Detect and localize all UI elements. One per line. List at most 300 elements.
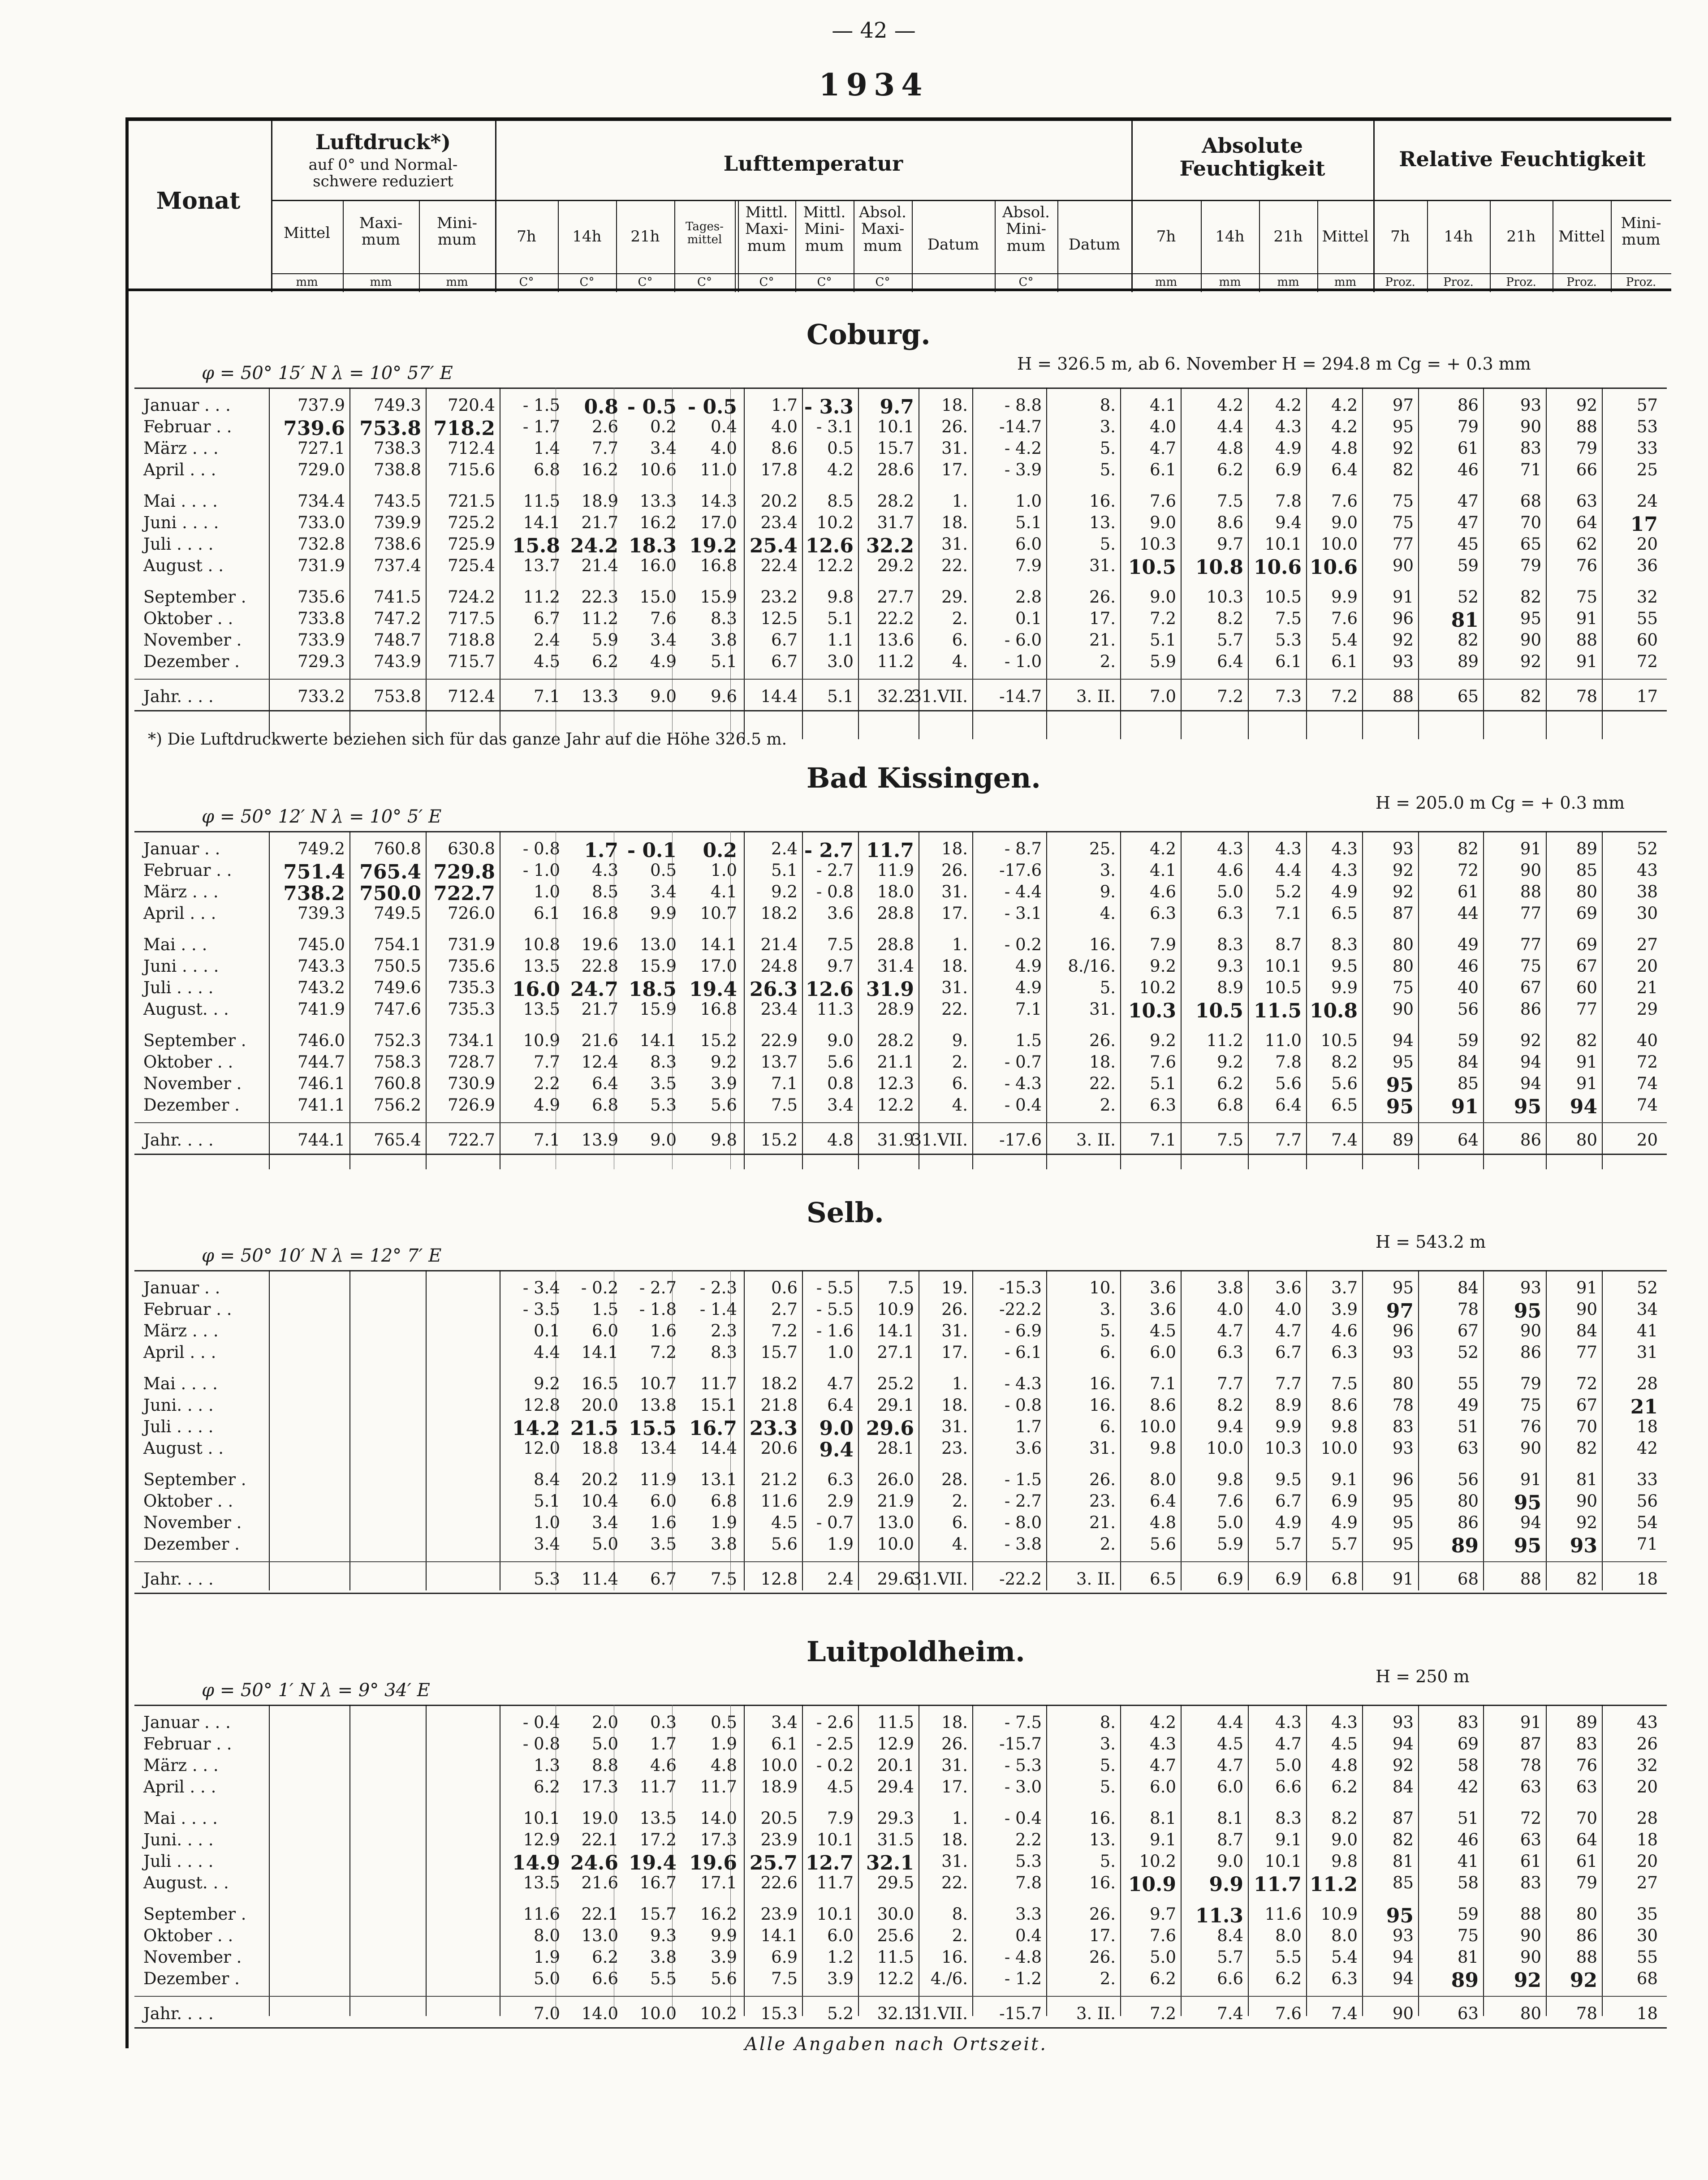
table-cell: 16. [1089, 1809, 1116, 1828]
table-cell: 743.9 [374, 652, 421, 671]
month-label: November . [143, 1947, 242, 1967]
table-cell: 9.0 [1331, 513, 1358, 532]
table-cell: 6.5 [1331, 904, 1358, 923]
table-cell: 718.2 [433, 417, 495, 440]
table-cell: 16.2 [700, 1904, 737, 1924]
table-cell: 4.0 [771, 417, 798, 436]
header-unit: C° [817, 276, 832, 289]
table-cell: - 0.7 [1004, 1052, 1042, 1072]
table-cell: 91 [1576, 652, 1597, 671]
month-label: August . . [143, 556, 224, 575]
table-cell: 7.1 [771, 1074, 798, 1093]
table-cell: 12.7 [805, 1852, 854, 1874]
table-cell: 27.1 [877, 1343, 914, 1362]
table-cell: 30.0 [877, 1904, 914, 1924]
table-cell: 26. [941, 1734, 968, 1753]
table-cell: 88 [1520, 1569, 1541, 1589]
table-cell: 23.3 [749, 1417, 798, 1440]
table-cell: 31. [941, 882, 968, 901]
table-cell: 8.9 [1217, 978, 1243, 997]
table-cell: 9.5 [1331, 956, 1358, 976]
table-cell: 4. [952, 1534, 968, 1554]
month-label: Mai . . . . [143, 1809, 218, 1828]
table-cell: 19.0 [581, 1809, 618, 1828]
table-cell: 7.1 [534, 687, 560, 706]
table-cell: 10.7 [700, 904, 737, 923]
table-cell: 25.7 [749, 1852, 798, 1874]
table-cell: - 1.6 [816, 1321, 854, 1340]
table-cell: 4.8 [1331, 439, 1358, 458]
table-cell: 18.9 [760, 1777, 798, 1797]
table-cell: 14.3 [700, 491, 737, 511]
table-cell: 19.6 [581, 935, 618, 954]
page-number: — 42 — [832, 18, 916, 43]
table-cell: 91 [1520, 1470, 1541, 1489]
table-cell: 7.4 [1217, 2004, 1243, 2023]
table-cell: 5.1 [1015, 513, 1042, 532]
table-cell: 5.1 [827, 687, 854, 706]
year-rule [134, 1122, 1667, 1123]
table-cell: 31. [941, 534, 968, 554]
table-cell: 4.9 [534, 1095, 560, 1115]
table-cell: 3. II. [1076, 1130, 1116, 1150]
month-label: Mai . . . . [143, 491, 218, 511]
column-rule [269, 831, 270, 1169]
table-cell: 17.3 [581, 1777, 618, 1797]
table-cell: 30 [1636, 1926, 1658, 1945]
table-cell: - 8.0 [1004, 1513, 1042, 1532]
table-cell: 29.4 [877, 1777, 914, 1797]
table-cell: 84 [1576, 1321, 1597, 1340]
header-unit: Proz. [1626, 276, 1656, 289]
table-cell: 86 [1520, 1000, 1541, 1019]
table-cell: 32 [1636, 587, 1658, 607]
table-cell: 8.5 [592, 882, 618, 901]
table-cell: 79 [1457, 417, 1479, 436]
table-cell: 28.8 [877, 904, 914, 923]
table-cell: 29.6 [866, 1417, 914, 1440]
station-elevation: H = 326.5 m, ab 6. November H = 294.8 m Cg = + 0.3 mm [1017, 354, 1531, 374]
table-cell: 21 [1630, 1396, 1658, 1418]
table-cell: 13.5 [523, 1873, 560, 1892]
table-cell: 9.0 [650, 687, 677, 706]
table-cell: 6.2 [1275, 1969, 1302, 1988]
table-cell: 8.7 [1275, 935, 1302, 954]
table-cell: 4.6 [1217, 861, 1243, 880]
table-cell: 76 [1576, 1756, 1597, 1775]
table-cell: 13.7 [523, 556, 560, 575]
table-cell: 31.9 [877, 1130, 914, 1150]
table-cell: -22.2 [999, 1300, 1042, 1319]
table-cell: 753.8 [359, 417, 421, 440]
table-cell: 739.9 [374, 513, 421, 532]
table-cell: 80 [1520, 2004, 1541, 2023]
table-cell: 6.1 [1150, 460, 1176, 479]
table-cell: 31.VII. [911, 2004, 968, 2023]
table-cell: 79 [1520, 1374, 1541, 1393]
table-cell: 18 [1636, 2004, 1658, 2023]
table-cell: - 2.7 [816, 861, 854, 880]
header-unit: mm [1334, 276, 1357, 289]
table-cell: 9.9 [650, 904, 677, 923]
table-cell: 726.9 [448, 1095, 495, 1115]
table-cell: 2. [1100, 1969, 1116, 1988]
table-cell: 17 [1630, 513, 1658, 536]
table-cell: 3.6 [827, 904, 854, 923]
table-cell: 10.2 [1139, 1852, 1176, 1871]
header-col: Tages- mittel [686, 220, 724, 246]
table-cell: 18 [1636, 1830, 1658, 1849]
table-cell: 733.8 [298, 609, 345, 628]
table-cell: 7.5 [827, 935, 854, 954]
table-cell: 8.2 [1331, 1809, 1358, 1828]
table-cell: 3.8 [711, 630, 737, 650]
table-cell: 5.0 [1150, 1947, 1176, 1967]
table-cell: 749.3 [374, 396, 421, 415]
table-cell: 80 [1576, 882, 1597, 901]
table-cell: 4.8 [827, 1130, 854, 1150]
table-cell: 3. II. [1076, 1569, 1116, 1589]
table-cell: 5.6 [1331, 1074, 1358, 1093]
table-cell: 26. [1089, 1947, 1116, 1967]
table-cell: 33 [1636, 439, 1658, 458]
section-bottom-rule [134, 2027, 1667, 2029]
table-cell: 10.3 [1206, 587, 1243, 607]
table-cell: 9.7 [827, 956, 854, 976]
month-label: April . . . [143, 1777, 216, 1797]
table-cell: 8.3 [650, 1052, 677, 1072]
table-cell: 26. [1089, 1904, 1116, 1924]
table-cell: 19.6 [689, 1852, 737, 1874]
table-cell: 0.4 [1015, 1926, 1042, 1945]
table-cell: 16.7 [639, 1873, 677, 1892]
table-cell: 94 [1570, 1095, 1597, 1118]
table-cell: 4.7 [1150, 439, 1176, 458]
table-cell: 92 [1576, 396, 1597, 415]
table-cell: 7.7 [1275, 1374, 1302, 1393]
table-cell: 21.7 [581, 1000, 618, 1019]
table-cell: 74 [1636, 1095, 1658, 1115]
table-cell: 27 [1636, 935, 1658, 954]
table-cell: 16.8 [700, 1000, 737, 1019]
month-label: März . . . [143, 439, 219, 458]
table-cell: 16. [1089, 491, 1116, 511]
month-label: Jahr. . . . [143, 687, 214, 706]
table-cell: 19.4 [628, 1852, 677, 1874]
table-cell: 4.5 [771, 1513, 798, 1532]
table-cell: 4.2 [827, 460, 854, 479]
table-cell: 10.5 [1195, 1000, 1243, 1022]
table-cell: 79 [1576, 1873, 1597, 1892]
station-elevation: H = 543.2 m [1376, 1232, 1486, 1252]
table-cell: 23.2 [760, 587, 798, 607]
header-luftdruck: Luftdruck*) [315, 130, 451, 154]
table-cell: 91 [1520, 1713, 1541, 1732]
table-cell: 31.VII. [911, 687, 968, 706]
table-cell: 62 [1576, 534, 1597, 554]
table-cell: 4./6. [930, 1969, 968, 1988]
table-cell: - 7.5 [1004, 1713, 1042, 1732]
table-cell: 13.3 [639, 491, 677, 511]
table-cell: 23.4 [760, 513, 798, 532]
station-coordinates: φ = 50° 10′ N λ = 12° 7′ E [202, 1245, 442, 1266]
month-label: Juli . . . . [143, 534, 214, 554]
table-cell: 74 [1636, 1074, 1658, 1093]
table-cell: 751.4 [283, 861, 345, 883]
table-cell: 7.1 [1275, 904, 1302, 923]
table-cell: 71 [1520, 460, 1541, 479]
table-cell: 2.4 [827, 1569, 854, 1589]
table-cell: 26. [941, 417, 968, 436]
header-col: 14h [1444, 228, 1473, 246]
table-cell: 715.6 [448, 460, 495, 479]
table-cell: 88 [1392, 687, 1414, 706]
table-cell: 4.9 [1275, 439, 1302, 458]
table-cell: 9.8 [1217, 1470, 1243, 1489]
table-cell: 1.9 [711, 1513, 737, 1532]
table-cell: 22.1 [581, 1830, 618, 1849]
table-cell: 727.1 [298, 439, 345, 458]
table-cell: 1.4 [534, 439, 560, 458]
table-cell: 31.VII. [911, 1130, 968, 1150]
table-cell: 6.2 [1217, 1074, 1243, 1093]
table-cell: 26. [941, 1300, 968, 1319]
table-cell: 21.4 [581, 556, 618, 575]
table-cell: - 0.7 [816, 1513, 854, 1532]
table-cell: 11.5 [1253, 1000, 1302, 1022]
table-cell: 36 [1636, 556, 1658, 575]
table-cell: 88 [1576, 630, 1597, 650]
table-cell: 5. [1100, 1852, 1116, 1871]
table-cell: 743.5 [374, 491, 421, 511]
table-cell: 5. [1100, 460, 1116, 479]
table-cell: 17. [941, 1777, 968, 1797]
table-cell: 75 [1392, 513, 1414, 532]
table-cell: 749.2 [298, 839, 345, 858]
table-cell: 4.9 [650, 652, 677, 671]
table-cell: 4.7 [1275, 1734, 1302, 1753]
table-cell: 22.3 [581, 587, 618, 607]
month-label: Juni. . . . [143, 1396, 214, 1415]
table-cell: 64 [1457, 1130, 1479, 1150]
table-cell: 4.3 [592, 861, 618, 880]
table-cell: 85 [1576, 861, 1597, 880]
table-cell: 22. [941, 556, 968, 575]
header-unit: mm [296, 276, 318, 289]
table-cell: 95 [1392, 417, 1414, 436]
table-cell: 22. [941, 1000, 968, 1019]
table-cell: 2. [952, 1926, 968, 1945]
table-cell: 735.3 [448, 1000, 495, 1019]
table-cell: 91 [1576, 609, 1597, 628]
table-cell: 16.2 [639, 513, 677, 532]
table-cell: 96 [1392, 609, 1414, 628]
table-cell: 741.9 [298, 1000, 345, 1019]
table-cell: 5.0 [592, 1734, 618, 1753]
table-cell: 7.8 [1275, 1052, 1302, 1072]
table-cell: 91 [1576, 1052, 1597, 1072]
table-cell: 16.2 [581, 460, 618, 479]
table-cell: 737.9 [298, 396, 345, 415]
column-rule [1046, 831, 1047, 1169]
table-cell: - 3.1 [816, 417, 854, 436]
section-bottom-rule [134, 710, 1667, 711]
table-cell: 5. [1100, 1777, 1116, 1797]
table-cell: 11.9 [639, 1470, 677, 1489]
table-cell: 31.4 [877, 956, 914, 976]
station-coordinates: φ = 50° 1′ N λ = 9° 34′ E [202, 1680, 430, 1701]
column-rule [269, 388, 270, 739]
month-label: Januar . . . [143, 1713, 231, 1732]
table-cell: 1. [952, 1374, 968, 1393]
table-cell: 3.7 [1331, 1278, 1358, 1297]
table-cell: 10.3 [1264, 1439, 1302, 1458]
table-cell: 750.5 [374, 956, 421, 976]
table-cell: 78 [1392, 1396, 1414, 1415]
table-cell: 65 [1520, 534, 1541, 554]
table-cell: 11.3 [1195, 1904, 1243, 1927]
table-cell: 11.2 [1309, 1873, 1358, 1896]
table-cell: 6.9 [1275, 460, 1302, 479]
table-cell: 7.6 [1150, 1052, 1176, 1072]
table-cell: 20 [1636, 1130, 1658, 1150]
table-cell: -22.2 [999, 1569, 1042, 1589]
table-cell: 9.8 [1331, 1852, 1358, 1871]
table-cell: 1.9 [534, 1947, 560, 1967]
table-cell: 12.9 [877, 1734, 914, 1753]
year-rule [134, 679, 1667, 680]
table-cell: 29.3 [877, 1809, 914, 1828]
table-cell: 11.2 [523, 587, 560, 607]
table-cell: 10.1 [877, 417, 914, 436]
table-cell: 7.5 [1217, 491, 1243, 511]
header-col: Mittel [1322, 228, 1369, 246]
table-cell: 67 [1576, 956, 1597, 976]
table-cell: 4.9 [1015, 956, 1042, 976]
table-cell: 9.8 [1150, 1439, 1176, 1458]
table-cell: 1.7 [584, 839, 618, 862]
month-label: Februar . . [143, 861, 232, 880]
table-cell: 45 [1457, 534, 1479, 554]
table-cell: 77 [1520, 935, 1541, 954]
table-cell: 89 [1451, 1534, 1479, 1557]
table-cell: 77 [1576, 1000, 1597, 1019]
table-cell: 8.0 [1275, 1926, 1302, 1945]
table-cell: 729.8 [433, 861, 495, 883]
table-cell: 758.3 [374, 1052, 421, 1072]
header-col: Mittl. Mini- mum [803, 203, 846, 255]
table-cell: 87 [1520, 1734, 1541, 1753]
table-cell: 10.5 [1128, 556, 1176, 579]
table-cell: 93 [1392, 652, 1414, 671]
column-rule [972, 831, 973, 1169]
table-cell: 46 [1457, 460, 1479, 479]
table-cell: - 8.8 [1004, 396, 1042, 415]
table-cell: 1.0 [534, 1513, 560, 1532]
table-cell: 80 [1576, 1904, 1597, 1924]
table-cell: 2. [1100, 652, 1116, 671]
year-rule [134, 1561, 1667, 1562]
table-cell: 6. [952, 630, 968, 650]
header-col: Mini- mum [437, 214, 477, 249]
table-cell: 9.2 [771, 882, 798, 901]
header-col: Mittl. Maxi- mum [745, 203, 789, 255]
month-label: Juni . . . . [143, 513, 219, 532]
table-cell: 42 [1636, 1439, 1658, 1458]
table-cell: 8.3 [1331, 935, 1358, 954]
table-cell: 6.8 [711, 1491, 737, 1511]
header-unit: Proz. [1506, 276, 1536, 289]
table-cell: 7.1 [534, 1130, 560, 1150]
table-cell: 7.1 [1150, 1374, 1176, 1393]
table-cell: 5.6 [1275, 1074, 1302, 1093]
station-section [134, 1631, 1667, 2025]
table-cell: 97 [1392, 396, 1414, 415]
table-cell: 3.4 [592, 1513, 618, 1532]
table-cell: 733.2 [298, 687, 345, 706]
header-unit: mm [446, 276, 468, 289]
table-cell: 67 [1576, 1396, 1597, 1415]
table-cell: 9.2 [534, 1374, 560, 1393]
table-cell: 91 [1392, 587, 1414, 607]
table-cell: 6.7 [534, 609, 560, 628]
month-label: Januar . . [143, 839, 220, 858]
table-cell: 23. [1089, 1491, 1116, 1511]
table-cell: 90 [1576, 1491, 1597, 1511]
table-cell: 31.5 [877, 1830, 914, 1849]
table-cell: 22. [1089, 1074, 1116, 1093]
table-cell: 2.8 [1015, 587, 1042, 607]
table-cell: 13.7 [760, 1052, 798, 1072]
table-cell: 18. [941, 1830, 968, 1849]
table-cell: 3.5 [650, 1534, 677, 1554]
table-cell: 14.1 [700, 935, 737, 954]
table-cell: 77 [1576, 1343, 1597, 1362]
table-cell: 7.1 [1015, 1000, 1042, 1019]
table-cell: 95 [1386, 1095, 1414, 1118]
table-cell: 47 [1457, 491, 1479, 511]
table-cell: 82 [1576, 1031, 1597, 1050]
table-cell: 47 [1457, 513, 1479, 532]
table-cell: 89 [1576, 839, 1597, 858]
table-cell: 8.9 [1275, 1396, 1302, 1415]
table-cell: 85 [1392, 1873, 1414, 1892]
table-cell: 13.5 [639, 1809, 677, 1828]
table-cell: 51 [1457, 1417, 1479, 1436]
table-cell: - 1.0 [1004, 652, 1042, 671]
table-cell: - 2.7 [639, 1278, 677, 1297]
table-cell: 24.8 [760, 956, 798, 976]
table-cell: 4.4 [1217, 417, 1243, 436]
table-cell: 4.3 [1217, 839, 1243, 858]
table-cell: 12.2 [877, 1095, 914, 1115]
table-cell: 6.9 [1331, 1491, 1358, 1511]
table-cell: 3.4 [650, 630, 677, 650]
month-label: März . . . [143, 882, 219, 901]
table-cell: 8.4 [534, 1470, 560, 1489]
table-cell: 17 [1636, 687, 1658, 706]
table-cell: 1. [952, 1809, 968, 1828]
table-cell: 90 [1520, 1439, 1541, 1458]
table-cell: 1.5 [592, 1300, 618, 1319]
table-cell: 90 [1520, 1926, 1541, 1945]
table-cell: 87 [1392, 904, 1414, 923]
table-cell: 77 [1520, 904, 1541, 923]
table-cell: 738.6 [374, 534, 421, 554]
table-cell: 43 [1636, 1713, 1658, 1732]
table-cell: 11.7 [639, 1777, 677, 1797]
table-cell: 24 [1636, 491, 1658, 511]
